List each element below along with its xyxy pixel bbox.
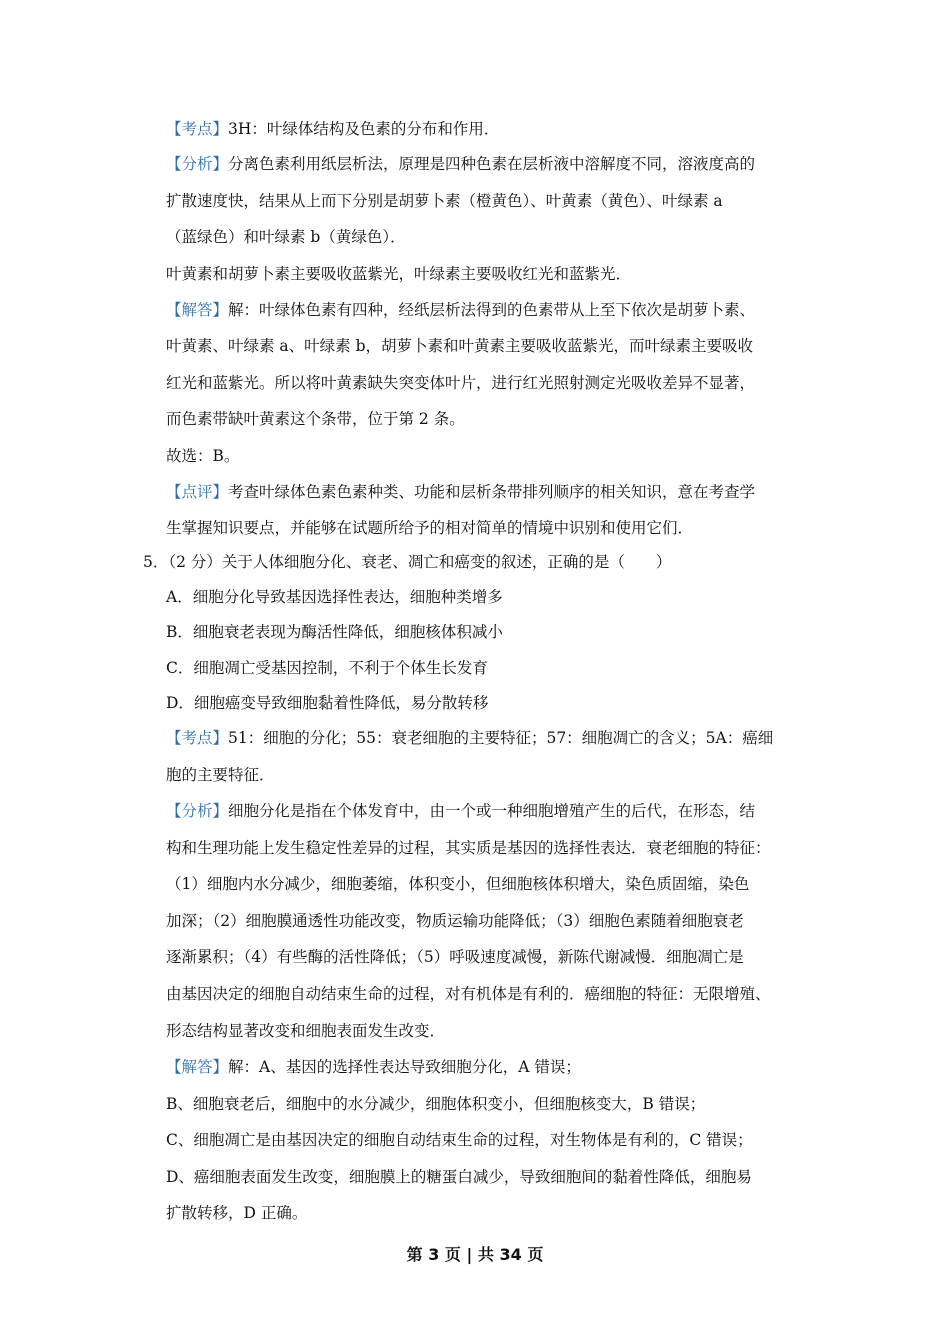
q5-option-b: B．细胞衰老表现为酶活性降低，细胞核体积减小 <box>166 623 503 641</box>
q4-fenxi-line: 扩散速度快，结果从上而下分别是胡萝卜素（橙黄色）、叶黄素（黄色）、叶绿素 a <box>166 192 723 210</box>
q4-kaodian <box>166 119 499 139</box>
kaodian-tag: 【考点】 <box>166 120 229 138</box>
q4-fenxi <box>166 154 755 174</box>
q5-jieda-line: C、细胞凋亡是由基因决定的细胞自动结束生命的过程，对生物体是有利的，C 错误； <box>166 1131 753 1149</box>
dianping-tag: 【点评】 <box>166 483 229 501</box>
q4-jieda <box>166 300 755 320</box>
q4-jieda-line: 解：叶绿体色素有四种，经纸层析法得到的色素带从上至下依次是胡萝卜素、 <box>228 301 756 319</box>
q4-dianping-line: 考查叶绿体色素色素种类、功能和层析条带排列顺序的相关知识，意在考查学 <box>228 483 756 501</box>
jieda-tag: 【解答】 <box>166 1058 229 1076</box>
q5-jieda-line: D、癌细胞表面发生改变，细胞膜上的糖蛋白减少，导致细胞间的黏着性降低，细胞易 <box>166 1168 752 1186</box>
q5-jieda-line: B、细胞衰老后，细胞中的水分减少，细胞体积变小，但细胞核变大，B 错误； <box>166 1095 706 1113</box>
page-footer: 第 3 页 | 共 34 页 <box>406 1245 544 1264</box>
q5-stem: 5．（2 分）关于人体细胞分化、衰老、凋亡和癌变的叙述，正确的是（ ） <box>143 553 672 571</box>
q5-fenxi-line: 细胞分化是指在个体发育中，由一个或一种细胞增殖产生的后代，在形态，结 <box>228 802 756 820</box>
q5-jieda <box>166 1057 581 1077</box>
jieda-tag: 【解答】 <box>166 301 229 319</box>
q4-fenxi-line: 叶黄素和胡萝卜素主要吸收蓝紫光，叶绿素主要吸收红光和蓝紫光． <box>166 265 632 283</box>
q5-fenxi-line: 由基因决定的细胞自动结束生命的过程，对有机体是有利的．癌细胞的特征：无限增殖、 <box>166 985 771 1003</box>
fenxi-tag: 【分析】 <box>166 802 229 820</box>
q5-option-c: C．细胞凋亡受基因控制，不利于个体生长发育 <box>166 659 488 677</box>
q4-dianping <box>166 482 755 502</box>
fenxi-tag: 【分析】 <box>166 155 229 173</box>
q5-fenxi-line: 形态结构显著改变和细胞表面发生改变． <box>166 1022 446 1040</box>
q5-kaodian <box>166 728 773 748</box>
q4-fenxi-line: 分离色素利用纸层析法，原理是四种色素在层析液中溶解度不同，溶液度高的 <box>228 155 756 173</box>
q5-fenxi <box>166 801 755 821</box>
q4-jieda-line: 叶黄素、叶绿素 a、叶绿素 b，胡萝卜素和叶黄素主要吸收蓝紫光，而叶绿素主要吸收 <box>166 337 754 355</box>
q5-jieda-line: 解：A、基因的选择性表达导致细胞分化，A 错误； <box>228 1058 581 1076</box>
q4-answer: 故选：B。 <box>166 447 240 465</box>
q5-jieda-line: 扩散转移，D 正确。 <box>166 1204 308 1222</box>
q5-fenxi-line: 加深；（2）细胞膜通透性功能改变，物质运输功能降低；（3）细胞色素随着细胞衰老 <box>166 912 744 930</box>
q5-kaodian-line: 51：细胞的分化；55：衰老细胞的主要特征；57：细胞凋亡的含义；5A：癌细 <box>228 729 774 747</box>
kaodian-tag: 【考点】 <box>166 729 229 747</box>
q5-fenxi-line: （1）细胞内水分减少，细胞萎缩，体积变小，但细胞核体积增大，染色质固缩，染色 <box>166 875 750 893</box>
q5-fenxi-line: 构和生理功能上发生稳定性差异的过程，其实质是基因的选择性表达．衰老细胞的特征： <box>166 839 771 857</box>
q5-fenxi-line: 逐渐累积；（4）有些酶的活性降低；（5）呼吸速度减慢，新陈代谢减慢．细胞凋亡是 <box>166 948 744 966</box>
q4-jieda-line: 红光和蓝紫光。所以将叶黄素缺失突变体叶片，进行红光照射测定光吸收差异不显著， <box>166 374 756 392</box>
q5-kaodian-line: 胞的主要特征． <box>166 766 275 784</box>
q5-option-d: D．细胞癌变导致细胞黏着性降低，易分散转移 <box>166 694 489 712</box>
q4-kaodian-text: 3H：叶绿体结构及色素的分布和作用． <box>228 120 500 138</box>
q4-fenxi-line: （蓝绿色）和叶绿素 b（黄绿色）． <box>166 228 406 246</box>
q4-dianping-line: 生掌握知识要点，并能够在试题所给予的相对简单的情境中识别和使用它们． <box>166 519 694 537</box>
q4-jieda-line: 而色素带缺叶黄素这个条带，位于第 2 条。 <box>166 410 465 428</box>
q5-option-a: A．细胞分化导致基因选择性表达，细胞种类增多 <box>166 588 503 606</box>
